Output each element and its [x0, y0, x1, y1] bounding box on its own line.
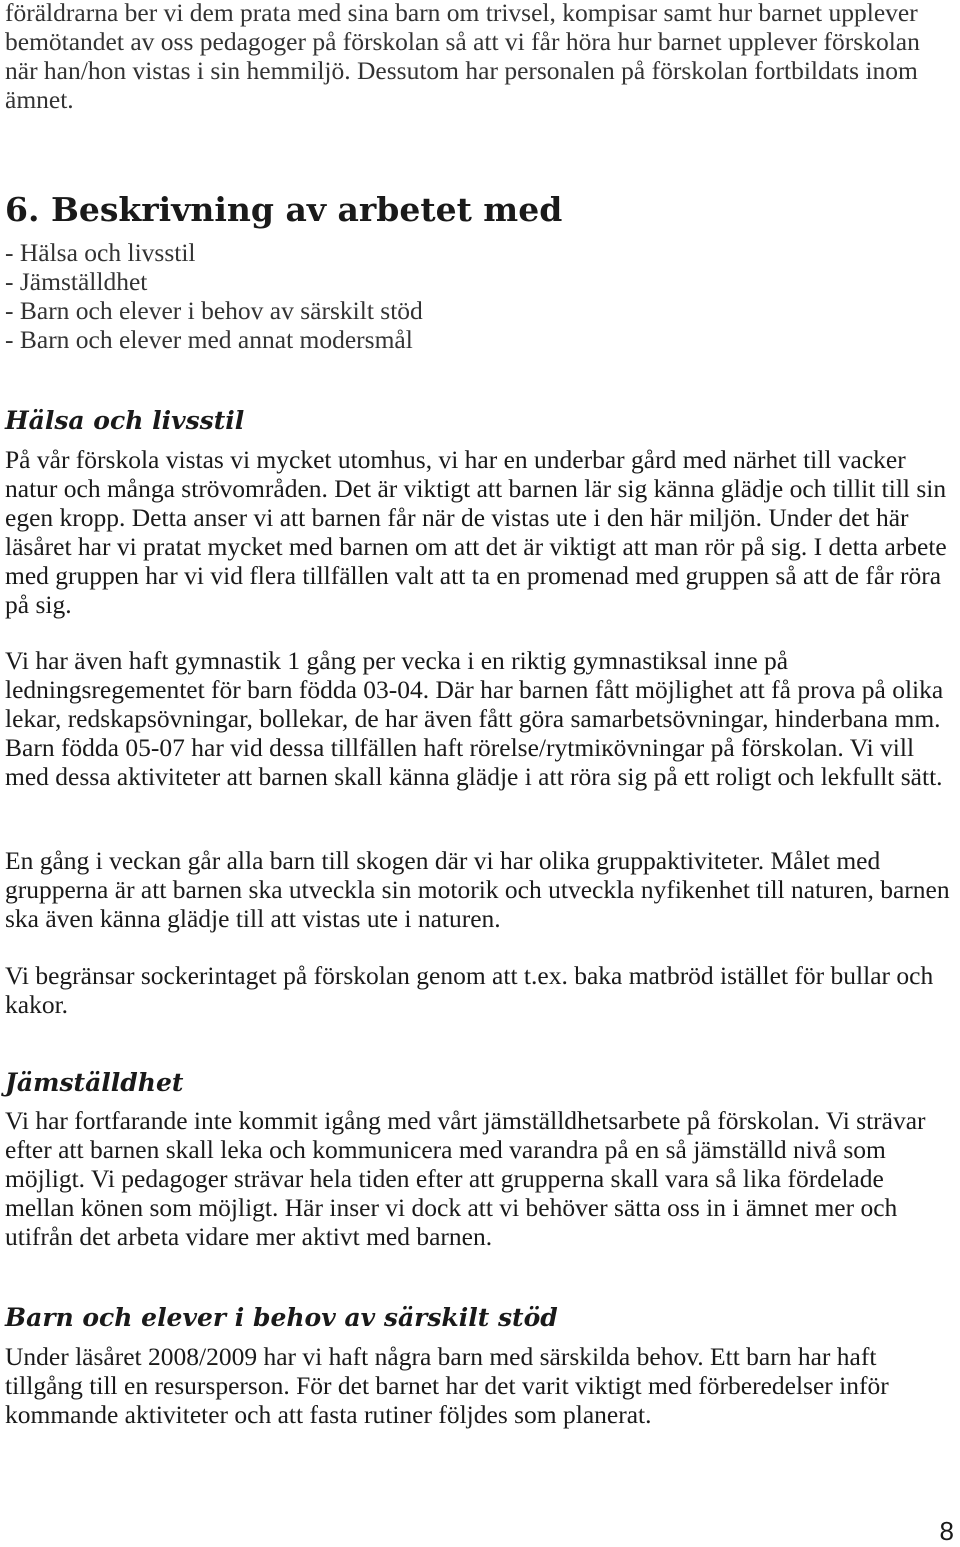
- halsa-paragraph-3: En gång i veckan går alla barn till skogen där vi har olika gruppaktiviteter. Målet med grupperna är att barnen ska utveckla sin motorik och utveckla nyfikenhet till naturen, barnen ska även känna glädje till att vistas ute i naturen.: [5, 846, 950, 933]
- topic-item-sarskilt-stod: - Barn och elever i behov av särskilt stöd: [5, 296, 423, 325]
- topic-item-modersmal: - Barn och elever med annat modersmål: [5, 325, 413, 354]
- halsa-paragraph-4: Vi begränsar sockerintaget på förskolan genom att t.ex. baka matbröd istället för bullar och kakor.: [5, 961, 934, 1019]
- halsa-paragraph-2: Vi har även haft gymnastik 1 gång per vecka i en riktig gymnastiksal inne på ledningsregementet för barn födda 03-04. Där har barnen fått möjlighet att få prova på olika lekar, redskapsövningar, bollekar, de har även fått göra samarbetsövningar, hinderbana mm. Barn födda 05-07 har vid dessa tillfällen haft rörelse/rytmiкövningar på förskolan. Vi vill med dessa aktiviteter att barnen skall känna glädje i att röra sig på ett roligt och lekfullt sätt.: [5, 646, 944, 791]
- halsa-paragraph-1: På vår förskola vistas vi mycket utomhus, vi har en underbar gård med närhet till vacker natur och många strövområden. Det är viktigt att barnen lär sig känna glädje och tillit till sin egen kropp. Detta anser vi att barnen får när de vistas ute i den här miljön. Under det här läsåret har vi pratat mycket med barnen om att det är viktigt att man rör på sig. I detta arbete med gruppen har vi vid flera tillfällen valt att ta en promenad med gruppen så att de får röra på sig.: [5, 445, 947, 619]
- heading-jamstalldhet: Jämställdhet: [5, 1068, 184, 1097]
- intro-paragraph: föräldrarna ber vi dem prata med sina barn om trivsel, kompisar samt hur barnet upplever bemötandet av oss pedagoger på förskolan så att vi får höra hur barnet upplever förskolan när han/hon vistas i sin hemmiljö. Dessutom har personalen på förskolan fortbildats inom ämnet.: [5, 0, 920, 114]
- section-heading: 6. Beskrivning av arbetet med: [5, 190, 563, 229]
- sarskilt-stod-paragraph: Under läsåret 2008/2009 har vi haft några barn med särskilda behov. Ett barn har haft tillgång till en resursperson. För det barnet har det varit viktigt med förberedelser inför kommande aktiviteter och att fasta rutiner följdes som planerat.: [5, 1342, 889, 1429]
- page-number: 8: [939, 1516, 954, 1546]
- heading-sarskilt-stod: Barn och elever i behov av särskilt stöd: [5, 1303, 558, 1332]
- topic-item-jamstalldhet: - Jämställdhet: [5, 267, 148, 296]
- topic-list: [5, 238, 423, 354]
- heading-halsa: Hälsa och livsstil: [5, 406, 245, 435]
- jamstalldhet-paragraph: Vi har fortfarande inte kommit igång med vårt jämställdhetsarbete på förskolan. Vi strävar efter att barnen skall leka och kommunicera med varandra på en så jämställd nivå som möjligt. Vi pedagoger strävar hela tiden efter att grupperna skall vara så lika fördelade mellan könen som möjligt. Här inser vi dock att vi behöver sätta oss in i ämnet mer och utifrån det arbeta vidare mer aktivt med barnen.: [5, 1106, 926, 1251]
- topic-item-halsa: - Hälsa och livsstil: [5, 238, 196, 267]
